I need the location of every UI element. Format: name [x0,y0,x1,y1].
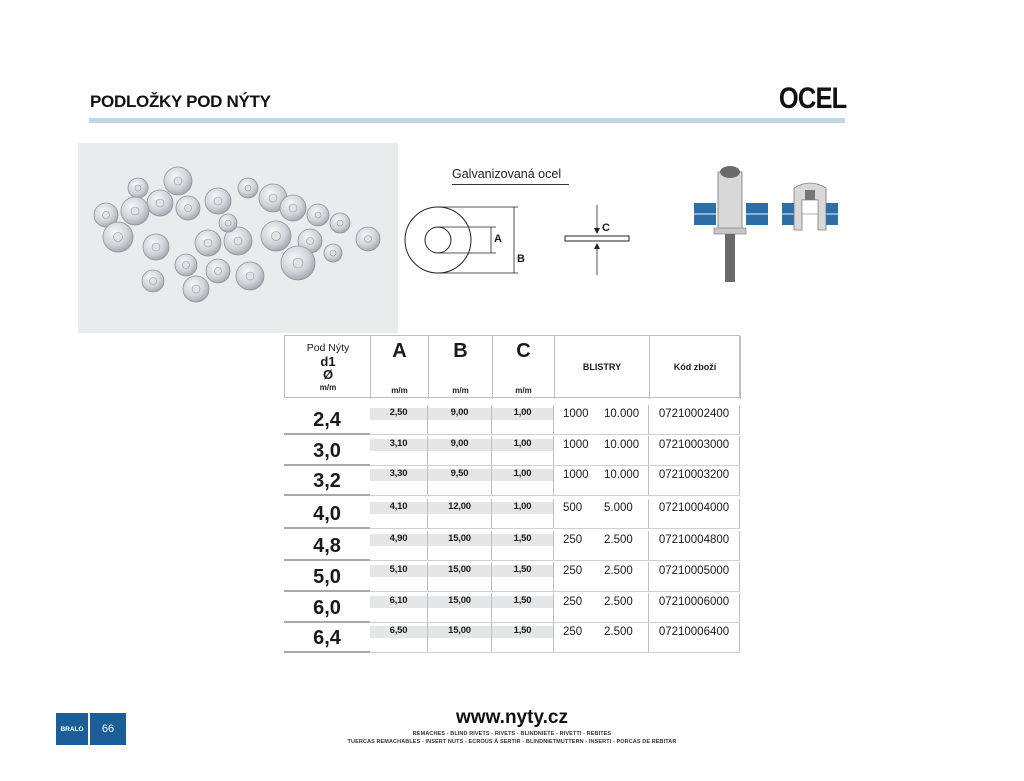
cell-b [428,499,492,529]
cell-blistry [554,623,649,653]
cell-code: 07210004000 [649,499,740,529]
table-row [284,593,740,623]
cell-blistry [554,499,649,529]
cell-c-value: 1,50 [513,564,532,575]
cell-qty-large: 10.000 [604,469,640,481]
header-c [493,336,555,399]
cell-code: 07210005000 [649,562,740,592]
cell-a [370,593,428,623]
cell-d1: 3,0 [284,436,370,466]
table-row [284,405,740,435]
cell-c-value: 1,00 [513,501,532,512]
header-pod-nyty [285,336,371,399]
table-row [284,499,740,529]
cell-b [428,405,492,435]
cell-qty-large: 2.500 [604,565,633,577]
cell-qty-large: 2.500 [604,626,633,638]
cell-a [370,436,428,466]
cell-c [492,593,554,623]
washer-spec-table [284,335,740,655]
header-c-unit: m/m [515,386,532,395]
cell-b-value: 15,00 [448,595,471,606]
cell-d1: 4,8 [284,531,370,561]
cell-qty-large: 2.500 [604,596,633,608]
cell-d1: 3,2 [284,466,370,496]
cell-b [428,531,492,561]
washers-photo [78,143,398,333]
cell-b [428,436,492,466]
cell-b-value: 12,00 [448,501,471,512]
header-c-label: C [516,340,531,362]
rivet-illustration [694,160,844,285]
washers-image [78,143,398,333]
cell-qty-small: 1000 [563,469,589,481]
dimension-label-b: B [517,253,525,265]
cell-qty-small: 1000 [563,408,589,420]
cell-c-value: 1,00 [513,468,532,479]
cell-b-value: 15,00 [448,564,471,575]
cell-d1: 2,4 [284,405,370,435]
cell-a [370,405,428,435]
cell-a [370,562,428,592]
header-a-label: A [392,340,407,362]
table-row [284,436,740,466]
header-kod [650,336,741,399]
cell-qty-large: 10.000 [604,439,640,451]
cell-c-value: 1,50 [513,625,532,636]
cell-a-value: 2,50 [389,407,408,418]
header-b [429,336,493,399]
header-a-unit: m/m [391,386,408,395]
cell-a-value: 4,90 [389,533,408,544]
cell-blistry [554,531,649,561]
cell-b [428,562,492,592]
cell-code: 07210003000 [649,436,740,466]
cell-qty-large: 10.000 [604,408,640,420]
row-divider [370,591,740,592]
footer-tagline-2: TUERCAS REMACHABLES - INSERT NUTS - ECROUS À SERTIR - BLINDNIETMUTTERN - INSERTI - PORCAS DE REBITAR [347,739,677,745]
cell-blistry [554,466,649,496]
row-divider [370,528,740,529]
row-divider [370,560,740,561]
cell-blistry [554,593,649,623]
table-header [284,335,740,398]
cell-qty-small: 1000 [563,439,589,451]
title-divider [89,118,845,123]
cell-a [370,466,428,496]
table-row [284,562,740,592]
cell-a-value: 3,30 [389,468,408,479]
table-row [284,466,740,496]
cell-blistry [554,405,649,435]
cell-d1: 4,0 [284,499,370,529]
dimension-label-a: A [494,233,502,245]
cell-b-value: 9,00 [450,438,469,449]
cell-a [370,531,428,561]
cell-a-value: 3,10 [389,438,408,449]
cell-b [428,623,492,653]
cell-c [492,405,554,435]
cell-d1: 5,0 [284,562,370,592]
cell-a-value: 4,10 [389,501,408,512]
washer-thickness-diagram [560,195,640,285]
cell-c [492,499,554,529]
cell-c-value: 1,50 [513,533,532,544]
cell-c-value: 1,50 [513,595,532,606]
cell-a-value: 5,10 [389,564,408,575]
washer-dimension-diagram [400,200,540,280]
cell-c [492,623,554,653]
cell-c-value: 1,00 [513,438,532,449]
cell-a [370,623,428,653]
cell-code: 07210006000 [649,593,740,623]
cell-c [492,531,554,561]
cell-qty-large: 5.000 [604,502,633,514]
material-caption: Galvanizovaná ocel [452,167,562,181]
cell-code: 07210004800 [649,531,740,561]
cell-a [370,499,428,529]
cell-c [492,466,554,496]
table-row [284,623,740,653]
material-label: OCEL [778,82,846,115]
cell-code: 07210003200 [649,466,740,496]
cell-qty-large: 2.500 [604,534,633,546]
cell-b [428,593,492,623]
header-diameter-symbol: Ø [322,367,334,382]
cell-d1: 6,0 [284,593,370,623]
header-d1-unit: m/m [319,383,337,392]
footer-tagline-1: REMACHES - BLIND RIVETS - RIVETS - BLINDNIETE - RIVETTI - REBITES [412,731,612,737]
cell-a-value: 6,10 [389,595,408,606]
cell-b-value: 15,00 [448,533,471,544]
cell-d1: 6,4 [284,623,370,653]
caption-underline [452,184,569,185]
cell-qty-small: 250 [563,626,583,638]
cell-qty-small: 500 [563,502,583,514]
dimension-label-c: C [602,222,610,234]
cell-qty-small: 250 [563,565,583,577]
cell-b-value: 9,00 [450,407,469,418]
cell-b-value: 15,00 [448,625,471,636]
row-divider [370,495,740,496]
header-b-label: B [453,340,468,362]
row-divider [370,434,740,435]
header-a [371,336,429,399]
row-divider [370,652,740,653]
cell-b-value: 9,50 [450,468,469,479]
table-row [284,531,740,561]
cell-a-value: 6,50 [389,625,408,636]
cell-blistry [554,436,649,466]
cell-code: 07210002400 [649,405,740,435]
page-title: PODLOŽKY POD NÝTY [90,92,271,111]
cell-b [428,466,492,496]
header-blistry [555,336,650,399]
header-blistry-label: BLISTRY [582,362,622,372]
cell-code: 07210006400 [649,623,740,653]
website-link[interactable]: www.nyty.cz [456,707,568,728]
cell-blistry [554,562,649,592]
cell-c [492,562,554,592]
header-b-unit: m/m [452,386,469,395]
cell-c [492,436,554,466]
cell-qty-small: 250 [563,534,583,546]
cell-c-value: 1,00 [513,407,532,418]
header-d1-label: d1 [320,354,336,369]
header-pod-nyty-label: Pod Nýty [306,342,350,354]
logo-text: BRALO [60,726,84,733]
header-kod-label: Kód zboží [673,362,717,372]
cell-qty-small: 250 [563,596,583,608]
page-number: 66 [90,713,126,745]
